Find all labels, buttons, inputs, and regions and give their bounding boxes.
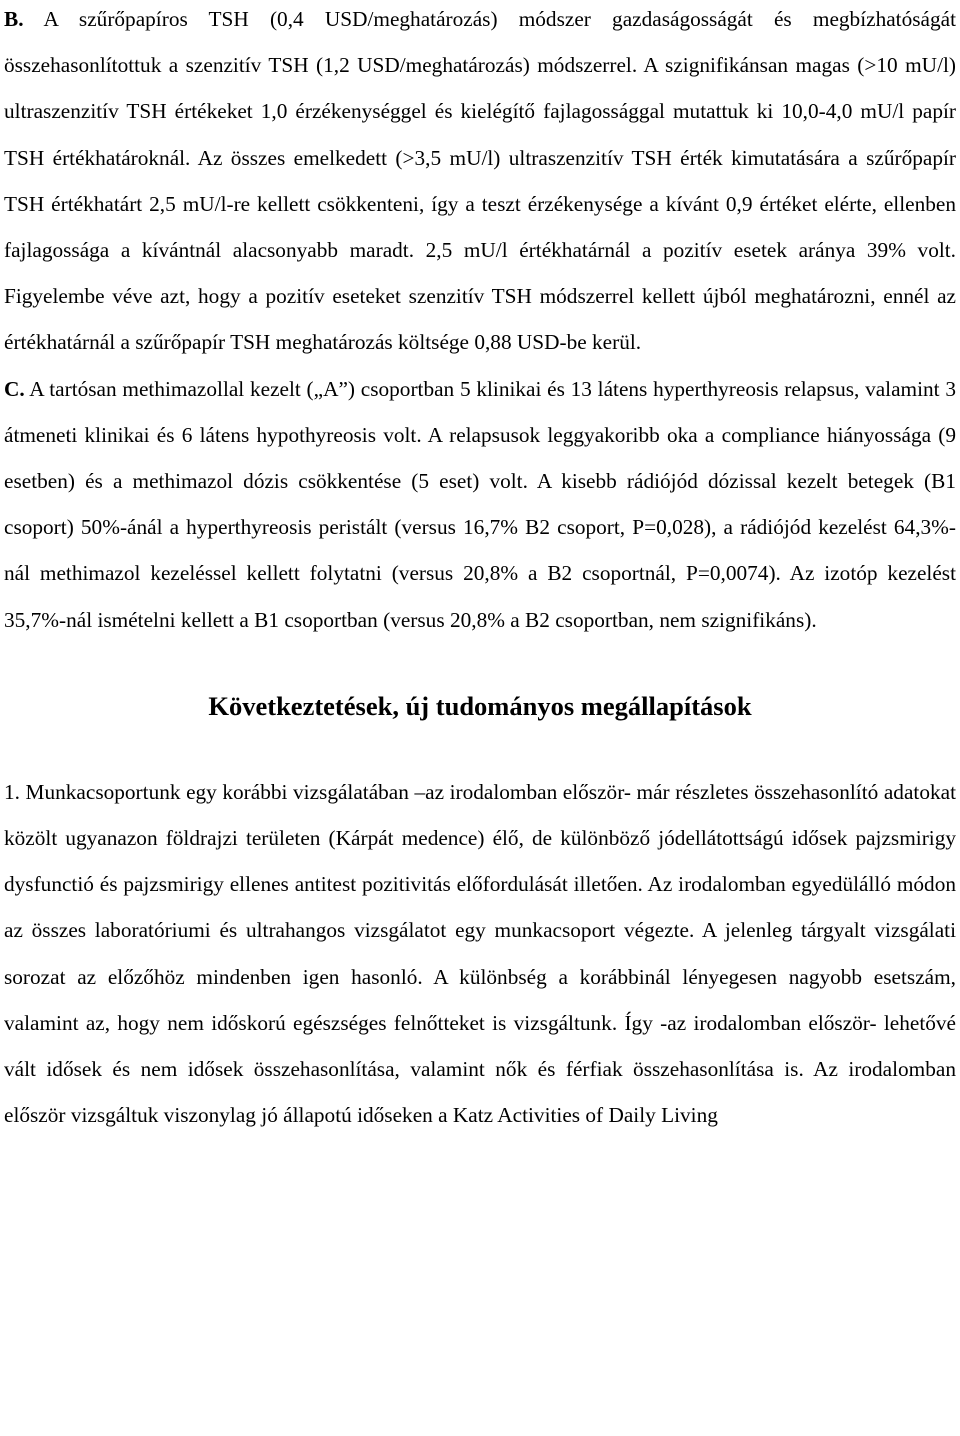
conclusions-heading: Következtetések, új tudományos megállapítások xyxy=(208,690,752,721)
document-page xyxy=(4,0,956,1138)
section-b-text: A szűrőpapíros TSH (0,4 USD/meghatározás) módszer gazdaságosságát és megbízhatóságát összehasonlítottuk a szenzitív TSH (1,2 USD/meghatározás) módszerrel. A szignifikánsan magas (>10 mU/l) ultraszenzitív TSH értékeket 1,0 érzékenységgel és kielégítő fajlagossággal mutattuk ki 10,0-4,0 mU/l papír TSH értékhatároknál. Az összes emelkedett (>3,5 mU/l) ultraszenzitív TSH érték kimutatására a szűrőpapír TSH értékhatárt 2,5 mU/l-re kellett csökkenteni, így a teszt érzékenysége a kívánt 0,9 értéket elérte, ellenben fajlagossága a kívántnál alacsonyabb maradt. 2,5 mU/l értékhatárnál a pozitív esetek aránya 39% volt. Figyelembe véve azt, hogy a pozitív eseteket szenzitív TSH módszerrel kellett újból meghatározni, ennél az értékhatárnál a szűrőpapír TSH meghatározás költsége 0,88 USD-be kerül. xyxy=(4,7,956,355)
section-c-text: A tartósan methimazollal kezelt („A”) csoportban 5 klinikai és 13 látens hyperthyreosis relapsus, valamint 3 átmeneti klinikai és 6 látens hypothyreosis volt. A relapsusok leggyakoribb oka a compliance hiányossága (9 esetben) és a methimazol dózis csökkentése (5 eset) volt. A kisebb rádiójód dózissal kezelt betegek (B1 csoport) 50%-ánál a hyperthyreosis peristált (versus 16,7% B2 csoport, P=0,028), a rádiójód kezelést 64,3%-nál methimazol kezeléssel kellett folytatni (versus 20,8% a B2 csoportnál, P=0,0074). Az izotóp kezelést 35,7%-nál ismételni kellett a B1 csoportban (versus 20,8% a B2 csoportban, nem szignifikáns). xyxy=(4,376,956,632)
section-b-paragraph xyxy=(4,0,956,366)
section-c-label: C. xyxy=(4,376,25,401)
conclusion-1-paragraph: 1. Munkacsoportunk egy korábbi vizsgálatában –az irodalomban először- már részletes összehasonlító adatokat közölt ugyanazon földrajzi területen (Kárpát medence) élő, de különböző jódellátottságú idősek pajzsmirigy dysfunctió és pajzsmirigy ellenes antitest pozitivitás előfordulását illetően. Az irodalomban egyedülálló módon az összes laboratóriumi és ultrahangos vizsgálatot egy munkacsoport végezte. A jelenleg tárgyalt vizsgálati sorozat az előzőhöz mindenben igen hasonló. A különbség a korábbinál lényegesen nagyobb esetszám, valamint az, hogy nem időskorú egészséges felnőtteket is vizsgáltunk. Így -az irodalomban először- lehetővé vált idősek és nem idősek összehasonlítása, valamint nők és férfiak összehasonlítása is. Az irodalomban először vizsgáltuk viszonylag jó állapotú időseken a Katz Activities of Daily Living xyxy=(4,779,956,1128)
section-b-label: B. xyxy=(4,7,24,31)
section-c-paragraph xyxy=(4,366,956,643)
